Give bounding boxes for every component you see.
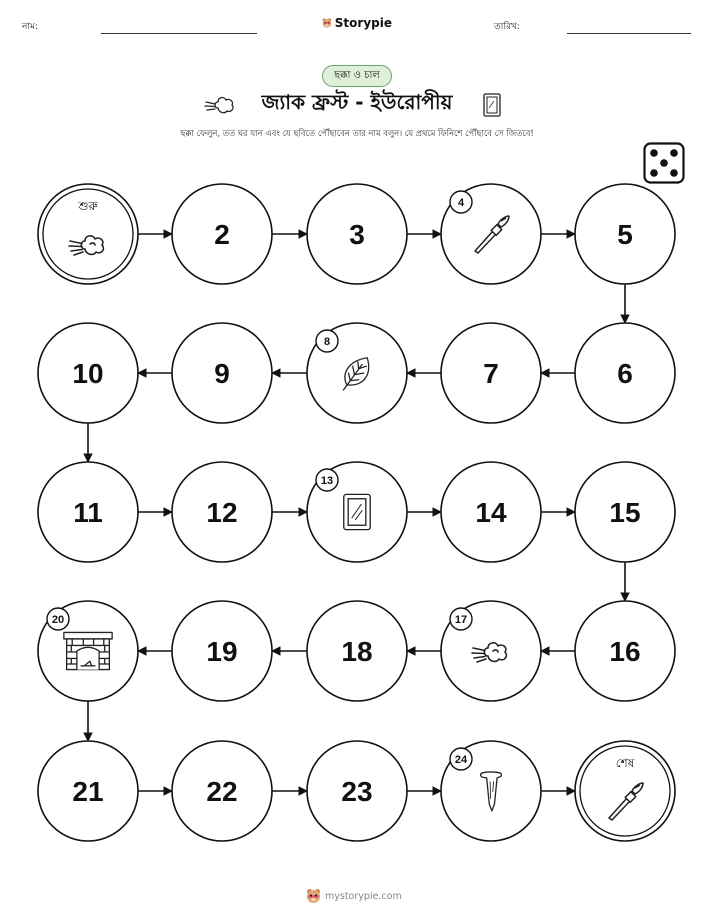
- space-number: 18: [341, 636, 373, 667]
- board-space-8[interactable]: [307, 323, 407, 423]
- board-space-11[interactable]: [38, 462, 138, 562]
- bear-logo-icon: [306, 888, 321, 904]
- space-number: 8: [323, 336, 331, 348]
- board-space-12[interactable]: [172, 462, 272, 562]
- space-number: 15: [609, 497, 641, 528]
- board-space-9[interactable]: [172, 323, 272, 423]
- board-space-17[interactable]: [441, 601, 541, 701]
- board-space-7[interactable]: [441, 323, 541, 423]
- board-space-1[interactable]: [38, 184, 138, 284]
- board-space-20[interactable]: [38, 601, 138, 701]
- board-space-2[interactable]: [172, 184, 272, 284]
- space-number: 17: [454, 614, 468, 626]
- board-space-13[interactable]: [307, 462, 407, 562]
- name-label: নাম:: [22, 22, 39, 32]
- end-label: শেষ: [615, 756, 635, 770]
- space-number: 4: [457, 197, 465, 209]
- game-type-badge: ছক্কা ও চাল: [322, 65, 392, 87]
- space-number: 3: [349, 219, 365, 250]
- space-number: 20: [51, 614, 65, 626]
- board-space-23[interactable]: [307, 741, 407, 841]
- space-number: 14: [475, 497, 507, 528]
- mirror-icon: [344, 494, 370, 529]
- board-space-4[interactable]: [441, 184, 541, 284]
- footer-url[interactable]: mystorypie.com: [325, 890, 402, 902]
- page-title: জ্যাক ফ্রস্ট - ইউরোপীয়: [261, 90, 453, 114]
- space-number: 6: [617, 358, 633, 389]
- brand-name: Storypie: [334, 16, 392, 30]
- board-space-16[interactable]: [575, 601, 675, 701]
- board-space-14[interactable]: [441, 462, 541, 562]
- board-space-5[interactable]: [575, 184, 675, 284]
- space-number: 10: [72, 358, 104, 389]
- instructions: ছক্কা ফেলুন, তত ঘর যান এবং যে ছবিতে পৌঁছাবেন তার নাম বলুন। যে প্রথমে ফিনিশে পৌঁছাবে সে জিতবে!: [180, 128, 534, 138]
- space-number: 13: [320, 475, 334, 487]
- board-space-22[interactable]: [172, 741, 272, 841]
- board-space-15[interactable]: [575, 462, 675, 562]
- space-number: 19: [206, 636, 238, 667]
- board-space-24[interactable]: [441, 741, 541, 841]
- fireplace-icon: [64, 632, 112, 669]
- footer: [306, 886, 402, 906]
- space-number: 2: [214, 219, 230, 250]
- board-space-3[interactable]: [307, 184, 407, 284]
- board-space-19[interactable]: [172, 601, 272, 701]
- space-number: 11: [73, 497, 103, 528]
- board-space-25[interactable]: [575, 741, 675, 841]
- space-number: 16: [609, 636, 641, 667]
- board-space-6[interactable]: [575, 323, 675, 423]
- board-space-21[interactable]: [38, 741, 138, 841]
- date-label: তারিখ:: [494, 22, 520, 32]
- space-number: 12: [206, 497, 238, 528]
- space-number: 5: [617, 219, 633, 250]
- space-number: 23: [341, 776, 373, 807]
- board-space-10[interactable]: [38, 323, 138, 423]
- board-space-18[interactable]: [307, 601, 407, 701]
- space-number: 9: [214, 358, 230, 389]
- start-label: শুরু: [78, 199, 98, 213]
- space-number: 7: [483, 358, 499, 389]
- space-number: 22: [206, 776, 238, 807]
- space-number: 24: [454, 754, 468, 766]
- space-number: 21: [72, 776, 104, 807]
